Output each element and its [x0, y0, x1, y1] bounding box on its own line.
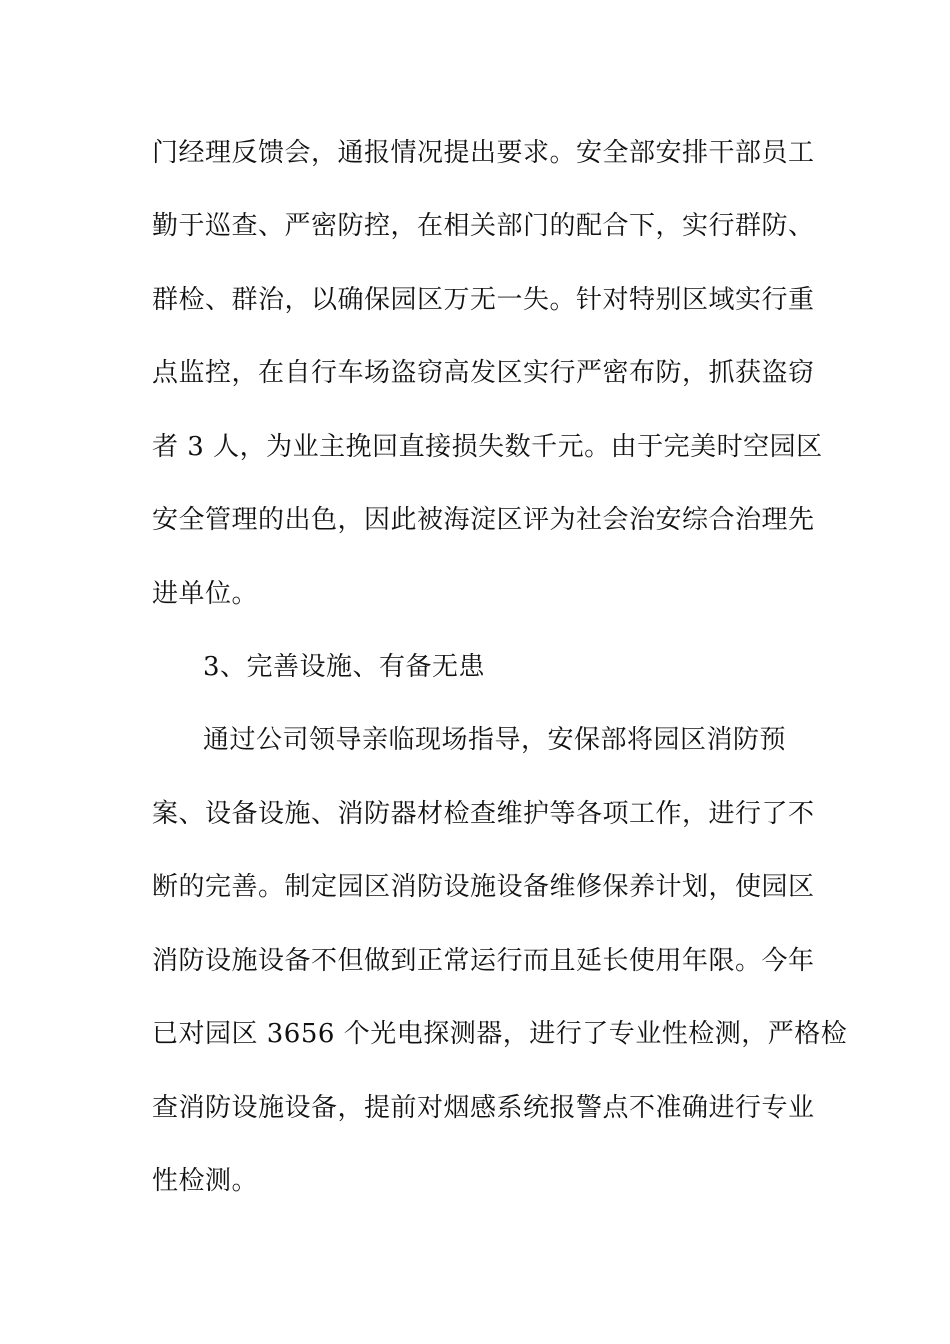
paragraph-line: 断的完善。制定园区消防设施设备维修保养计划，使园区 — [152, 872, 815, 902]
section-heading: 3、完善设施、有备无患 — [203, 652, 486, 682]
paragraph-line: 查消防设施设备，提前对烟感系统报警点不准确进行专业 — [152, 1093, 815, 1123]
paragraph-line: 性检测。 — [152, 1166, 259, 1196]
paragraph-line: 安全管理的出色，因此被海淀区评为社会治安综合治理先 — [152, 505, 815, 535]
paragraph-line: 群检、群治，以确保园区万无一失。针对特别区域实行重 — [152, 285, 815, 315]
paragraph-line: 消防设施设备不但做到正常运行而且延长使用年限。今年 — [152, 946, 815, 976]
paragraph-line: 门经理反馈会，通报情况提出要求。安全部安排干部员工 — [152, 138, 815, 168]
paragraph-line: 案、设备设施、消防器材检查维护等各项工作，进行了不 — [152, 799, 815, 829]
paragraph-line: 勤于巡查、严密防控，在相关部门的配合下，实行群防、 — [152, 211, 815, 241]
paragraph-line: 点监控，在自行车场盗窃高发区实行严密布防，抓获盗窃 — [152, 358, 815, 388]
paragraph-line: 者 3 人，为业主挽回直接损失数千元。由于完美时空园区 — [152, 432, 823, 462]
paragraph-line: 进单位。 — [152, 579, 259, 609]
paragraph-line: 通过公司领导亲临现场指导，安保部将园区消防预 — [203, 725, 787, 755]
paragraph-line: 已对园区 3656 个光电探测器，进行了专业性检测，严格检 — [152, 1019, 848, 1049]
